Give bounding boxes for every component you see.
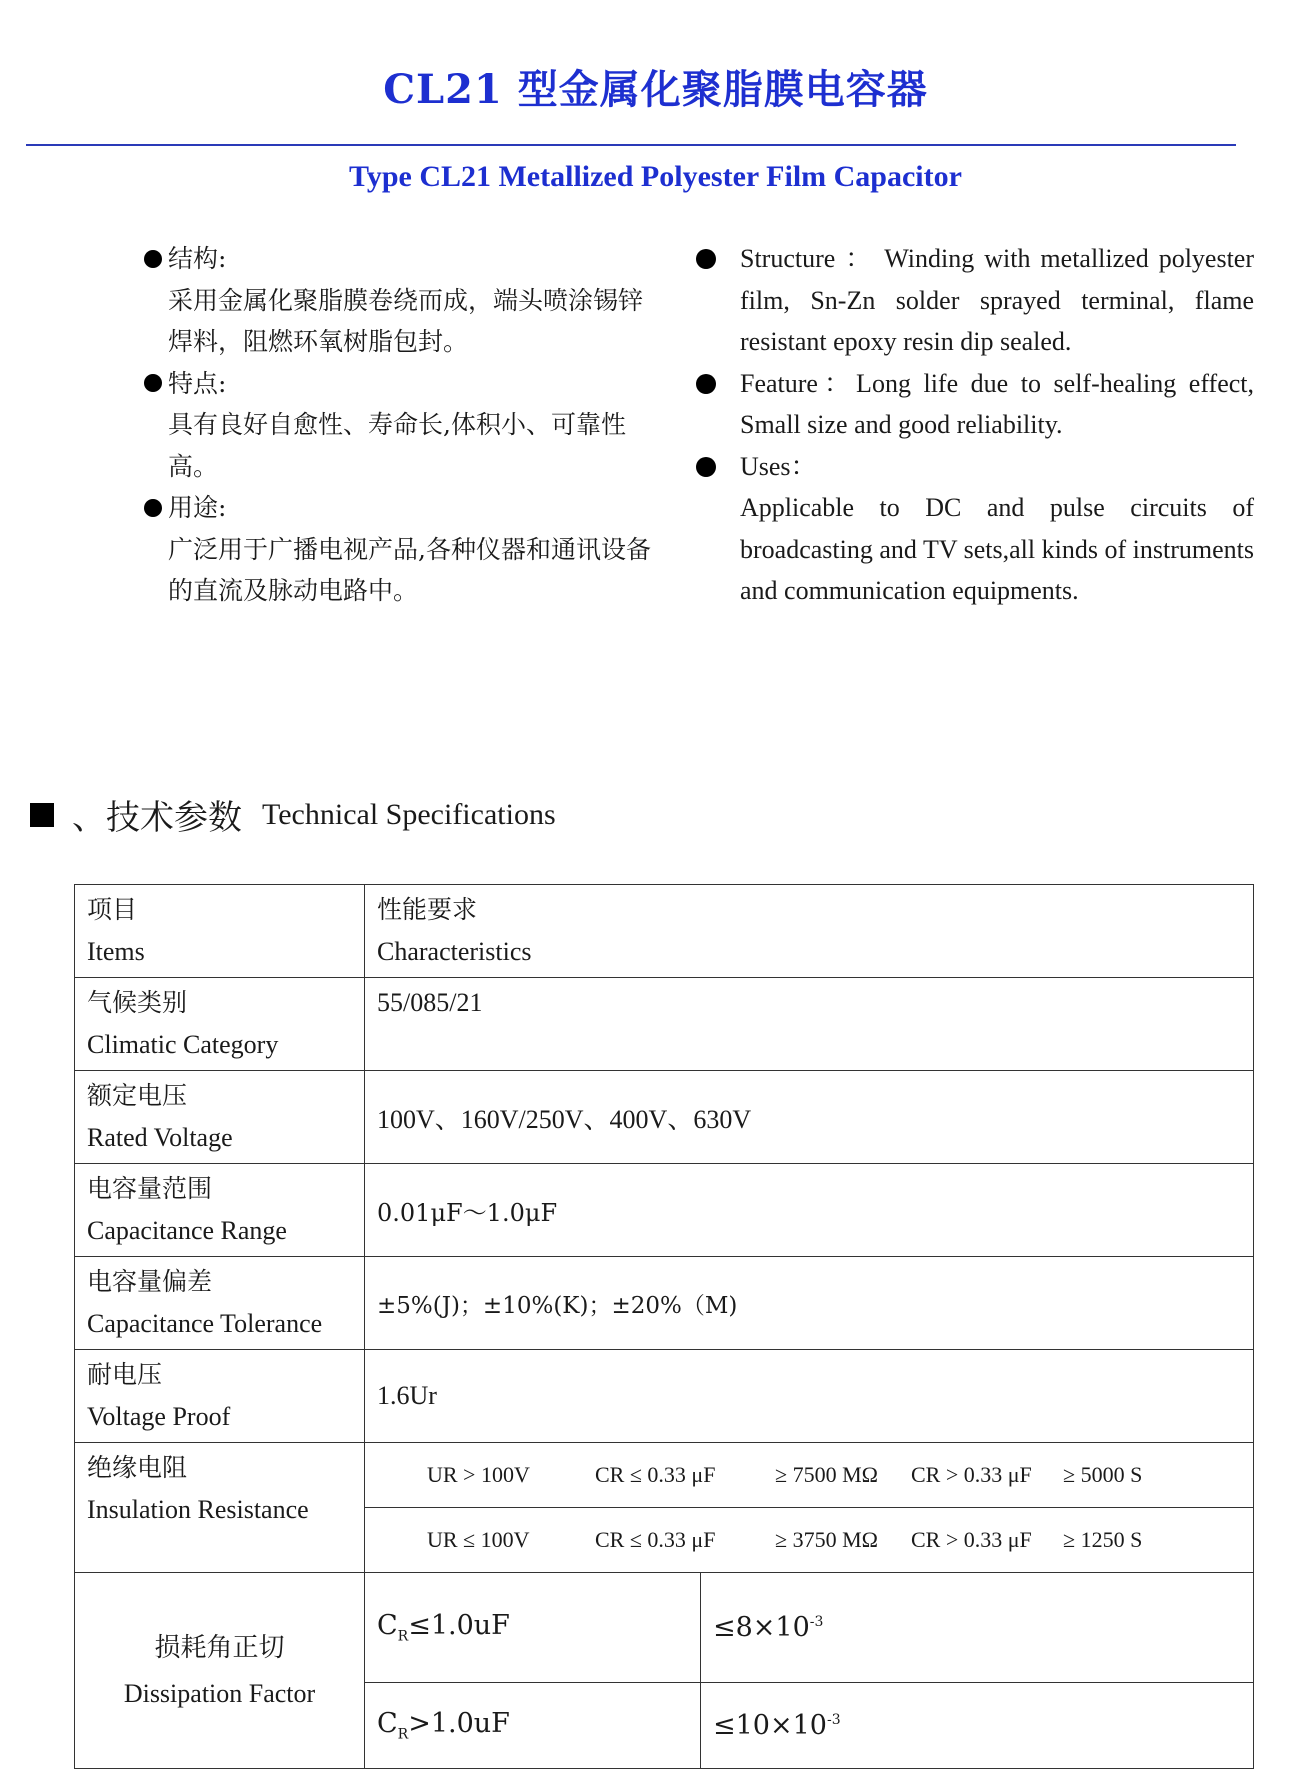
insulation-row-1: UR > 100V CR ≤ 0.33 μF ≥ 7500 MΩ CR > 0.33 μF ≥ 5000 S bbox=[365, 1443, 1254, 1508]
feature-text-en: Feature：Long life due to self-healing effect, Small size and good reliability. bbox=[740, 368, 1254, 439]
bullet-icon bbox=[144, 250, 162, 268]
table-row bbox=[75, 1350, 1254, 1443]
uses-text-cn: 广泛用于广播电视产品,各种仪器和通讯设备的直流及脉动电路中。 bbox=[168, 534, 651, 605]
section-title-cn: 、技术参数 bbox=[72, 798, 242, 838]
structure-heading-cn: 结构: bbox=[144, 238, 664, 280]
structure-text-cn: 采用金属化聚脂膜卷绕而成，端头喷涂锡锌焊料，阻燃环氧树脂包封。 bbox=[168, 285, 644, 356]
dissipation-cond-1: $C_R\le 1.0uF$ bbox=[365, 1573, 701, 1683]
voltage-proof-label: 耐电压 Voltage Proof bbox=[75, 1350, 365, 1443]
section-title-en: Technical Specifications bbox=[262, 797, 556, 831]
feature-text-cn: 具有良好自愈性、寿命长,体积小、可靠性高。 bbox=[168, 410, 626, 481]
cap-tol-value: ±5%(J)；±10%(K)；±20%（M) bbox=[365, 1257, 1254, 1350]
spec-table bbox=[74, 884, 1254, 1769]
uses-item-en bbox=[696, 446, 1254, 488]
table-row bbox=[75, 1071, 1254, 1164]
structure-item-en bbox=[696, 238, 1254, 363]
dissipation-cond-2: $C_R>1.0uF$ bbox=[365, 1683, 701, 1769]
rated-voltage-label: 额定电压 Rated Voltage bbox=[75, 1071, 365, 1164]
climatic-value: 55/085/21 bbox=[365, 978, 1254, 1071]
header-char-cell: 性能要求 Characteristics bbox=[365, 885, 1254, 978]
page-title-cn: CL21 型金属化聚脂膜电容器 bbox=[383, 66, 928, 113]
rated-voltage-value: 100V、160V/250V、400V、630V bbox=[365, 1071, 1254, 1164]
table-row bbox=[75, 1257, 1254, 1350]
intro-cn bbox=[144, 238, 664, 612]
insulation-label: 绝缘电阻 Insulation Resistance bbox=[75, 1443, 365, 1573]
table-row bbox=[75, 1573, 1254, 1683]
uses-heading-en: Uses： bbox=[740, 451, 817, 481]
feature-heading-cn: 特点: bbox=[144, 363, 664, 405]
bullet-icon bbox=[696, 374, 716, 394]
page-title-en: Type CL21 Metallized Polyester Film Capacitor bbox=[349, 160, 962, 193]
bullet-icon bbox=[144, 374, 162, 392]
section-heading bbox=[30, 790, 556, 839]
square-bullet-icon bbox=[30, 803, 54, 827]
table-row bbox=[75, 885, 1254, 978]
bullet-icon bbox=[144, 499, 162, 517]
cap-range-label: 电容量范围 Capacitance Range bbox=[75, 1164, 365, 1257]
uses-heading-cn: 用途: bbox=[144, 487, 664, 529]
table-row bbox=[75, 1443, 1254, 1508]
table-row bbox=[75, 1164, 1254, 1257]
dissipation-value-2: $\le 10\times 10^{-3}$ bbox=[701, 1683, 1254, 1769]
header-items-cell: 项目 Items bbox=[75, 885, 365, 978]
title-divider bbox=[26, 144, 1236, 146]
dissipation-label: 损耗角正切 Dissipation Factor bbox=[75, 1573, 365, 1769]
feature-item-en bbox=[696, 363, 1254, 446]
climatic-label: 气候类别 Climatic Category bbox=[75, 978, 365, 1071]
voltage-proof-value: 1.6Ur bbox=[365, 1350, 1254, 1443]
cap-tol-label: 电容量偏差 Capacitance Tolerance bbox=[75, 1257, 365, 1350]
table-row bbox=[75, 978, 1254, 1071]
intro-en bbox=[696, 238, 1254, 612]
bullet-icon bbox=[696, 249, 716, 269]
dissipation-value-1: $\le 8\times 10^{-3}$ bbox=[701, 1573, 1254, 1683]
insulation-row-2: UR ≤ 100V CR ≤ 0.33 μF ≥ 3750 MΩ CR > 0.33 μF ≥ 1250 S bbox=[365, 1508, 1254, 1573]
cap-range-value: 0.01μF～1.0μF bbox=[365, 1164, 1254, 1257]
bullet-icon bbox=[696, 457, 716, 477]
uses-text-en: Applicable to DC and pulse circuits of broadcasting and TV sets,all kinds of instruments and communication equipments. bbox=[740, 493, 1254, 605]
structure-text-en: Structure ： Winding with metallized polyester film, Sn-Zn solder sprayed terminal, flame resistant epoxy resin dip sealed. bbox=[740, 244, 1254, 356]
